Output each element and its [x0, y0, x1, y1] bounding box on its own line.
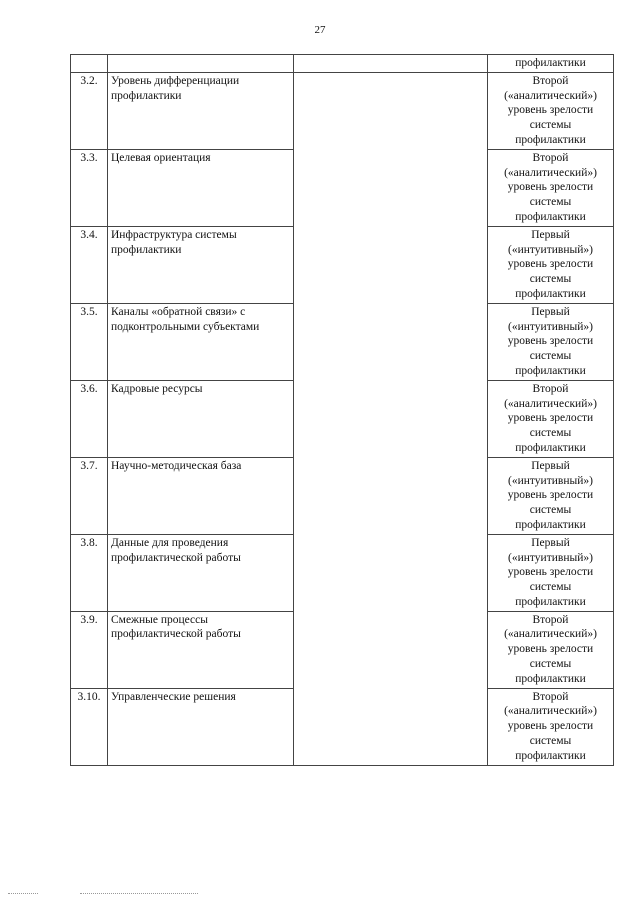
continuation-num-cell	[71, 55, 108, 73]
maturity-level-line: системы	[529, 658, 572, 671]
maturity-level-line: («аналитический»)	[504, 89, 597, 102]
maturity-level-line: профилактики	[515, 287, 586, 300]
row-maturity-level	[488, 149, 614, 226]
continuation-name-cell	[108, 55, 294, 73]
row-maturity-level	[488, 380, 614, 457]
maturity-level-line: системы	[529, 196, 572, 209]
maturity-level-line: («интуитивный»)	[508, 474, 593, 487]
maturity-level-line: Второй	[532, 151, 569, 164]
maturity-level-line: Второй	[532, 613, 569, 626]
footer-mark	[80, 893, 198, 894]
row-number: 3.3.	[71, 149, 108, 226]
row-number: 3.8.	[71, 534, 108, 611]
row-maturity-level	[488, 688, 614, 765]
table-row	[71, 72, 614, 149]
maturity-level-line: уровень зрелости	[507, 335, 594, 348]
maturity-level-line: профилактики	[515, 749, 586, 762]
continuation-level-cell: профилактики	[488, 55, 614, 73]
maturity-level-line: («аналитический»)	[504, 628, 597, 641]
row-maturity-level	[488, 303, 614, 380]
maturity-level-line: системы	[529, 427, 572, 440]
row-indicator-name: Кадровые ресурсы	[108, 380, 294, 457]
footer-marks	[8, 893, 198, 894]
maturity-level-line: уровень зрелости	[507, 643, 594, 656]
maturity-level-line: уровень зрелости	[507, 412, 594, 425]
row-number: 3.2.	[71, 72, 108, 149]
maturity-level-line: профилактики	[515, 210, 586, 223]
maturity-level-line: («аналитический»)	[504, 705, 597, 718]
row-indicator-name: Инфраструктура системы профилактики	[108, 226, 294, 303]
maturity-level-line: Первый	[531, 536, 570, 549]
row-indicator-name: Научно-методическая база	[108, 457, 294, 534]
maturity-level-line: уровень зрелости	[507, 181, 594, 194]
maturity-level-line: профилактики	[515, 672, 586, 685]
maturity-level-line: уровень зрелости	[507, 720, 594, 733]
maturity-level-line: Первый	[531, 228, 570, 241]
maturity-level-line: уровень зрелости	[507, 566, 594, 579]
row-indicator-name: Каналы «обратной связи» с подконтрольными субъектами	[108, 303, 294, 380]
maturity-level-line: системы	[529, 273, 572, 286]
maturity-level-line: системы	[529, 350, 572, 363]
row-maturity-level	[488, 611, 614, 688]
row-indicator-name: Смежные процессы профилактической работы	[108, 611, 294, 688]
maturity-level-line: системы	[529, 735, 572, 748]
maturity-level-line: («интуитивный»)	[508, 551, 593, 564]
maturity-level-line: системы	[529, 581, 572, 594]
maturity-level-line: («аналитический»)	[504, 166, 597, 179]
row-number: 3.10.	[71, 688, 108, 765]
maturity-level-line: («интуитивный»)	[508, 243, 593, 256]
row-number: 3.6.	[71, 380, 108, 457]
row-indicator-name: Управленческие решения	[108, 688, 294, 765]
maturity-level-line: профилактики	[515, 518, 586, 531]
row-maturity-level	[488, 72, 614, 149]
footer-mark	[8, 893, 38, 894]
maturity-level-line: («аналитический»)	[504, 397, 597, 410]
row-maturity-level	[488, 226, 614, 303]
row-number: 3.5.	[71, 303, 108, 380]
maturity-level-line: профилактики	[515, 441, 586, 454]
maturity-level-line: Второй	[532, 74, 569, 87]
maturity-level-line: Первый	[531, 459, 570, 472]
continuation-row	[71, 55, 614, 73]
maturity-level-line: профилактики	[515, 133, 586, 146]
maturity-level-line: уровень зрелости	[507, 104, 594, 117]
row-indicator-name: Данные для проведения профилактической работы	[108, 534, 294, 611]
row-indicator-name: Уровень дифференциации профилактики	[108, 72, 294, 149]
maturity-level-line: уровень зрелости	[507, 258, 594, 271]
row-number: 3.7.	[71, 457, 108, 534]
maturity-level-line: Второй	[532, 382, 569, 395]
maturity-level-line: уровень зрелости	[507, 489, 594, 502]
maturity-level-line: профилактики	[515, 364, 586, 377]
maturity-table	[70, 54, 614, 766]
maturity-level-line: системы	[529, 504, 572, 517]
maturity-level-line: системы	[529, 119, 572, 132]
row-number: 3.9.	[71, 611, 108, 688]
maturity-level-line: («интуитивный»)	[508, 320, 593, 333]
row-maturity-level	[488, 534, 614, 611]
row-indicator-name: Целевая ориентация	[108, 149, 294, 226]
maturity-level-line: профилактики	[515, 595, 586, 608]
maturity-level-line: Второй	[532, 690, 569, 703]
empty-merged-cell	[294, 72, 488, 765]
page-number: 27	[314, 24, 326, 36]
continuation-mid-cell	[294, 55, 488, 73]
maturity-level-line: Первый	[531, 305, 570, 318]
row-number: 3.4.	[71, 226, 108, 303]
row-maturity-level	[488, 457, 614, 534]
